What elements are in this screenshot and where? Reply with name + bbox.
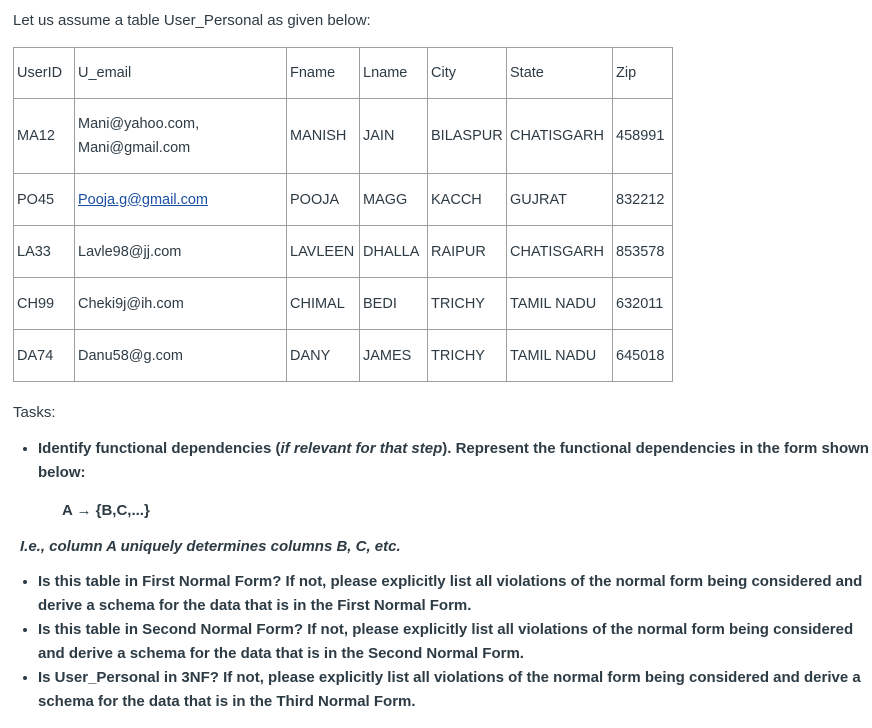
cell-zip: 645018 xyxy=(613,330,673,382)
cell-email-line2: Mani@gmail.com xyxy=(78,140,191,156)
header-userid: UserID xyxy=(14,48,75,99)
header-lname: Lname xyxy=(360,48,428,99)
fd-note: I.e., column A uniquely determines columns B, C, etc. xyxy=(20,538,401,555)
cell-zip: 458991 xyxy=(613,99,673,174)
cell-fname: MANISH xyxy=(287,99,360,174)
table-row xyxy=(14,174,673,226)
cell-userid: LA33 xyxy=(14,226,75,278)
cell-city: BILASPUR xyxy=(428,99,507,174)
cell-email xyxy=(75,174,287,226)
cell-zip: 832212 xyxy=(613,174,673,226)
cell-zip: 632011 xyxy=(613,278,673,330)
header-fname: Fname xyxy=(287,48,360,99)
cell-state: TAMIL NADU xyxy=(507,278,613,330)
user-personal-table xyxy=(13,47,673,382)
table-row xyxy=(14,226,673,278)
cell-userid: DA74 xyxy=(14,330,75,382)
cell-zip: 853578 xyxy=(613,226,673,278)
cell-lname: JAMES xyxy=(360,330,428,382)
cell-state: GUJRAT xyxy=(507,174,613,226)
cell-email: Cheki9j@ih.com xyxy=(75,278,287,330)
cell-city: TRICHY xyxy=(428,330,507,382)
table-row xyxy=(14,278,673,330)
cell-fname: POOJA xyxy=(287,174,360,226)
task-item-4: • Is User_Personal in 3NF? If not, please explicitly list all violations of the normal form being considered and derive a schema for the data that is in the Third Normal Form. xyxy=(38,666,872,714)
task-item-1 xyxy=(20,437,872,559)
table-row xyxy=(14,330,673,382)
task-item-3: • Is this table in Second Normal Form? If not, please explicitly list all violations of the normal form being considered and derive a schema for the data that is in the Second Normal Form. xyxy=(38,618,872,666)
cell-userid: PO45 xyxy=(14,174,75,226)
cell-lname: JAIN xyxy=(360,99,428,174)
task-1-text-b: ). Represent the functional dependencies in the form shown below: xyxy=(38,440,869,481)
header-city: City xyxy=(428,48,507,99)
cell-email xyxy=(75,99,287,174)
cell-userid: CH99 xyxy=(14,278,75,330)
cell-lname: DHALLA xyxy=(360,226,428,278)
tasks-heading: Tasks: xyxy=(13,404,56,421)
cell-userid: MA12 xyxy=(14,99,75,174)
cell-city: KACCH xyxy=(428,174,507,226)
header-zip: Zip xyxy=(613,48,673,99)
table-header-row xyxy=(14,48,673,99)
cell-state: CHATISGARH xyxy=(507,99,613,174)
cell-email-line1: Mani@yahoo.com, xyxy=(78,116,200,132)
header-state: State xyxy=(507,48,613,99)
task-1-text-italic: if relevant for that step xyxy=(280,440,443,457)
cell-fname: DANY xyxy=(287,330,360,382)
cell-lname: MAGG xyxy=(360,174,428,226)
task-list xyxy=(20,437,872,714)
cell-fname: CHIMAL xyxy=(287,278,360,330)
email-link[interactable]: Pooja.g@gmail.com xyxy=(78,191,208,208)
header-u-email: U_email xyxy=(75,48,287,99)
task-item-2: • Is this table in First Normal Form? If not, please explicitly list all violations of the normal form being considered and derive a schema for the data that is in the First Normal Form. xyxy=(38,570,872,618)
task-1-text-a: Identify functional dependencies ( xyxy=(38,440,281,457)
cell-lname: BEDI xyxy=(360,278,428,330)
cell-city: RAIPUR xyxy=(428,226,507,278)
cell-city: TRICHY xyxy=(428,278,507,330)
table-row xyxy=(14,99,673,174)
intro-text: Let us assume a table User_Personal as given below: xyxy=(13,12,371,29)
cell-email: Lavle98@jj.com xyxy=(75,226,287,278)
cell-fname: LAVLEEN xyxy=(287,226,360,278)
fd-example: A → {B,C,...} xyxy=(62,502,150,519)
cell-email: Danu58@g.com xyxy=(75,330,287,382)
cell-state: CHATISGARH xyxy=(507,226,613,278)
cell-state: TAMIL NADU xyxy=(507,330,613,382)
